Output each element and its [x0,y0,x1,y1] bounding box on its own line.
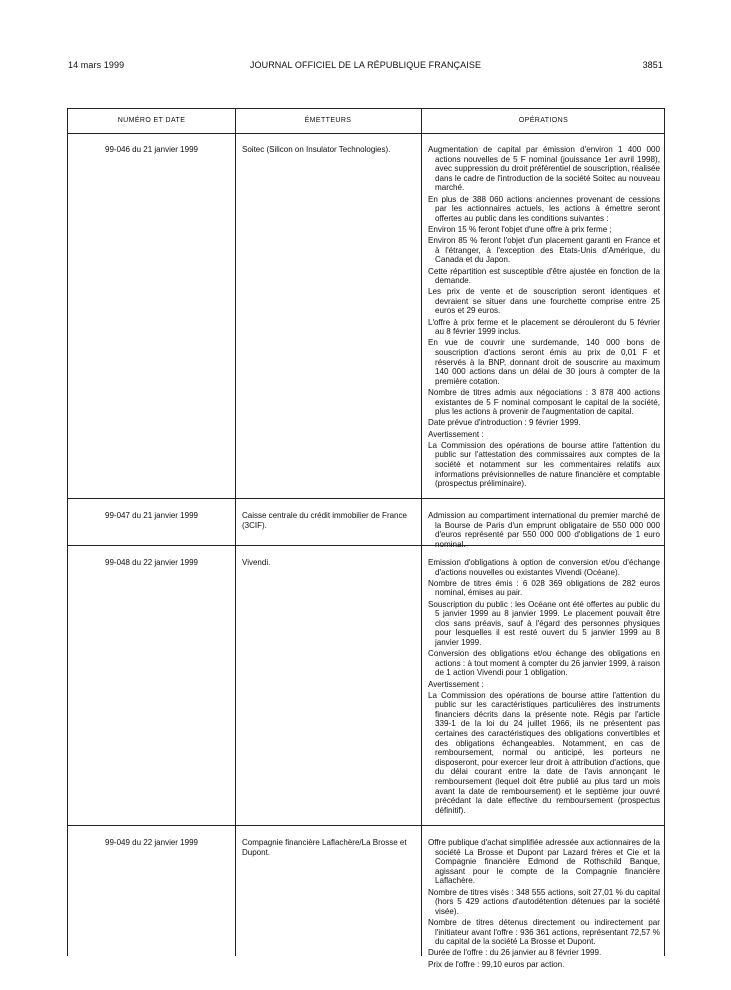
operation-paragraph: La Commission des opérations de bourse attire l'attention du public sur les caractéristiques particulières des instruments financiers décrits dans la présente note. Régis par l'article 339-1 de la loi du 24 juillet 1966, ils ne présentent pas certaines des caractéristiques des obligations convertibles et des obligations échangeables. Notamment, en cas de remboursement, normal ou anticipé, les porteurs ne disposeront, pour exercer leur droit à attribution d'actions, que du délai courant entre la date de l'avis annonçant le remboursement (lequel doit être publié au plus tard un mois avant la date de remboursement) et le septième jour ouvré précédant la date effective du remboursement (prospectus définitif). [428,690,660,815]
operation-paragraph: Augmentation de capital par émission d'environ 1 400 000 actions nouvelles de 5 F nominal (jouissance 1er avril 1998), avec suppression du droit préférentiel de souscription, réalisée dans le cadre de l'introduction de la société Soitec au nouveau marché. [428,145,660,193]
operation-paragraph: Prix de l'offre : 99,10 euros par action. [428,959,565,969]
column-header-operations: OPÉRATIONS [518,117,569,124]
row-number-date: 99-046 du 21 janvier 1999 [105,145,198,154]
operation-paragraph: Offre publique d'achat simplifiée adressée aux actionnaires de la société La Brosse et Dupont par Lazard frères et Cie et la Compagnie financière Edmond de Rothschild Banque, agissant pour le compte de la Compagnie financière Laflachère. [428,838,660,886]
table-row [68,826,664,969]
operation-paragraph: Avertissement : [428,429,484,439]
row-emitter: Soitec (Silicon on Insulator Technologies). [242,145,391,154]
operation-paragraph: Admission au compartiment international du premier marché de la Bourse de Paris d'un emprunt obligataire de 550 000 000 d'euros représenté par 550 000 000 d'obligations de 1 euro nominal. [428,511,660,549]
operation-paragraph: En vue de couvrir une surdemande, 140 000 bons de souscription d'actions seront émis au prix de 0,01 F et réservés à la BNP, donnant droit de souscrire au maximum 140 000 actions dans un délai de 30 jours à compter de la première cotation. [428,338,660,386]
column-header-number-date: NUMÉRO ET DATE [117,117,186,124]
operation-paragraph: Les prix de vente et de souscription seront identiques et devraient se situer dans une fourchette comprise entre 25 euros et 29 euros. [428,287,660,316]
table-row [68,546,664,826]
operation-paragraph: Avertissement : [428,679,484,689]
operation-paragraph: Cette répartition est susceptible d'être ajustée en fonction de la demande. [428,266,660,286]
operation-paragraph: Date prévue d'introduction : 9 février 1999. [428,418,581,428]
operation-paragraph: Nombre de titres émis : 6 028 369 obligations de 282 euros nominal, émises au pair. [428,578,660,598]
operation-paragraph: Durée de l'offre : du 26 janvier au 8 février 1999. [428,948,602,958]
operation-paragraph: Environ 85 % feront l'objet d'un placement garanti en France et à l'étranger, à l'exception des Etats-Unis d'Amérique, du Canada et du Japon. [428,236,660,265]
operation-paragraph: Nombre de titres admis aux négociations : 3 878 400 actions existantes de 5 F nominal composant le capital de la société, plus les actions à provenir de l'augmentation de capital. [428,388,660,417]
operation-paragraph: Emission d'obligations à option de conversion et/ou d'échange d'actions nouvelles ou existantes Vivendi (Océane). [428,558,660,577]
operation-paragraph: La Commission des opérations de bourse attire l'attention du public sur l'attestation des commissaires aux comptes de la société et notamment sur les commentaires relatifs aux informations prévisionnelles de nature financière et comptable (prospectus préliminaire). [428,440,660,489]
row-emitter: Caisse centrale du crédit immobilier de France (3CIF). [242,511,407,530]
column-header-emitters: ÉMETTEURS [304,117,352,124]
operation-paragraph: Conversion des obligations et/ou échange des obligations en actions : à tout moment à compter du 26 janvier 1999, à raison de 1 action Vivendi pour 1 obligation. [428,649,660,678]
row-operations [428,558,660,817]
header-page-number: 3851 [642,60,663,70]
row-emitter: Compagnie financière Laflachère/La Brosse et Dupont. [242,838,407,857]
operation-paragraph: Environ 15 % feront l'objet d'une offre à prix ferme ; [428,224,612,234]
row-operations [428,838,660,971]
operation-paragraph: L'offre à prix ferme et le placement se dérouleront du 5 février au 8 février 1999 inclus. [428,317,660,337]
row-number-date: 99-047 du 21 janvier 1999 [105,511,198,520]
operation-paragraph: Nombre de titres détenus directement ou indirectement par l'initiateur avant l'offre : 936 361 actions, représentant 72,57 % du capital de la société La Brosse et Dupont. [428,917,660,947]
row-emitter: Vivendi. [242,558,271,567]
table-row [68,133,664,499]
row-number-date: 99-048 du 22 janvier 1999 [105,558,198,567]
operation-paragraph: Souscription du public : les Océane ont été offertes au public du 5 janvier 1999 au 8 janvier 1999. Le placement pouvait être clos sans préavis, sauf à l'égard des personnes physiques pour lesquelles il est resté ouvert du 5 janvier 1999 au 8 janvier 1999. [428,599,660,647]
operations-table [67,108,665,969]
header-date: 14 mars 1999 [68,60,125,70]
row-number-date: 99-049 du 22 janvier 1999 [105,838,198,847]
row-operations [428,145,660,490]
operation-paragraph: Nombre de titres visés : 348 555 actions, soit 27,01 % du capital (hors 5 429 actions d'autodétention détenues par la société visée). [428,887,660,916]
operation-paragraph: En plus de 388 060 actions anciennes provenant de cessions par les actionnaires actuels, les actions à émettre seront offertes au public dans les conditions suivantes : [428,194,660,223]
table-row [68,499,664,549]
header-journal-title: JOURNAL OFFICIEL DE LA RÉPUBLIQUE FRANÇAISE [249,60,482,70]
